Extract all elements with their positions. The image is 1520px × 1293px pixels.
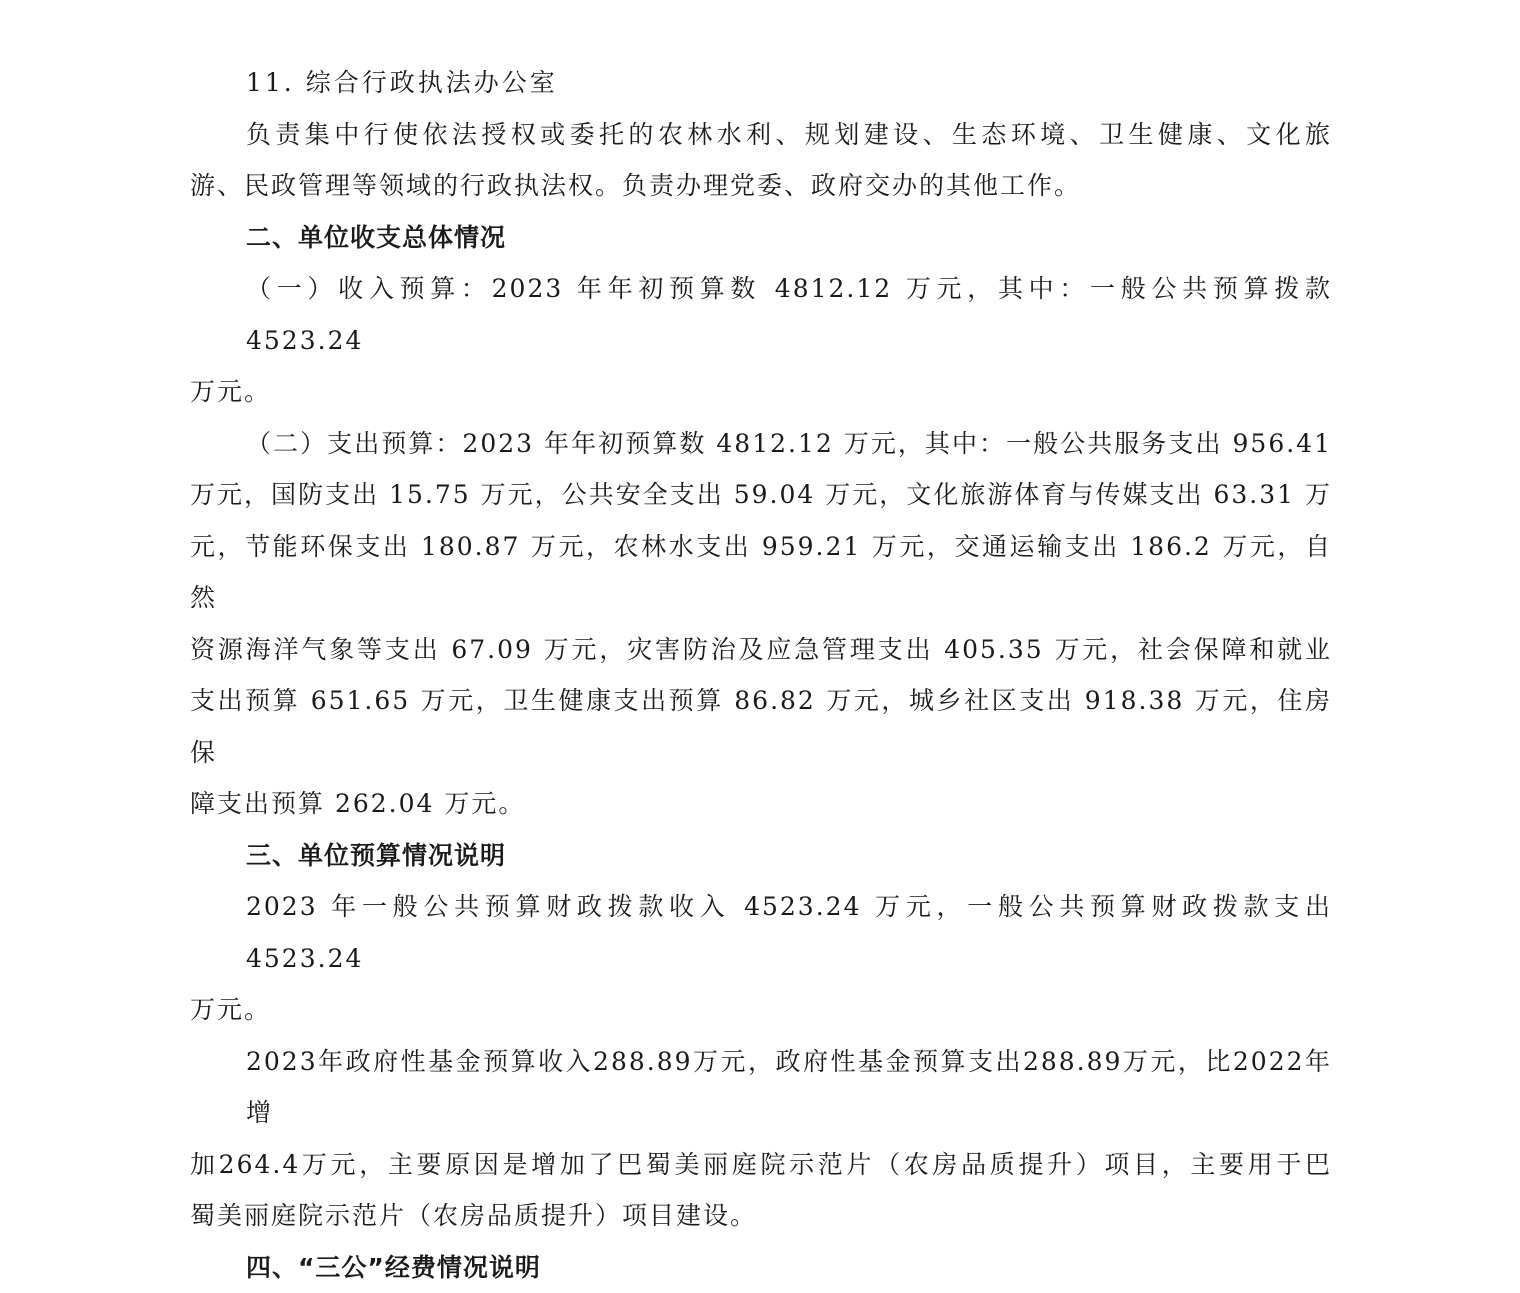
paragraph-line: （一）收入预算：2023 年年初预算数 4812.12 万元，其中：一般公共预算拨款 4523.24	[190, 263, 1332, 366]
section-heading-2: 二、单位收支总体情况	[190, 212, 1332, 264]
paragraph-line: 2023 年一般公共预算财政拨款收入 4523.24 万元，一般公共预算财政拨款支出 4523.24	[190, 881, 1332, 984]
paragraph-line: 游、民政管理等领域的行政执法权。负责办理党委、政府交办的其他工作。	[190, 160, 1332, 212]
paragraph-line: 2023年政府性基金预算收入288.89万元，政府性基金预算支出288.89万元，比2022年增	[190, 1036, 1332, 1139]
paragraph-line: 加264.4万元，主要原因是增加了巴蜀美丽庭院示范片（农房品质提升）项目，主要用于巴	[190, 1139, 1332, 1191]
paragraph-line: 障支出预算 262.04 万元。	[190, 778, 1332, 830]
paragraph-line: 蜀美丽庭院示范片（农房品质提升）项目建设。	[190, 1190, 1332, 1242]
section-heading-4: 四、“三公”经费情况说明	[190, 1242, 1332, 1293]
section-heading-3: 三、单位预算情况说明	[190, 830, 1332, 882]
paragraph-line: 资源海洋气象等支出 67.09 万元，灾害防治及应急管理支出 405.35 万元，社会保障和就业	[190, 624, 1332, 676]
paragraph-line: 支出预算 651.65 万元，卫生健康支出预算 86.82 万元，城乡社区支出 918.38 万元，住房保	[190, 675, 1332, 778]
paragraph-line: 元，节能环保支出 180.87 万元，农林水支出 959.21 万元，交通运输支出 186.2 万元，自然	[190, 521, 1332, 624]
paragraph-line: 负责集中行使依法授权或委托的农林水利、规划建设、生态环境、卫生健康、文化旅	[190, 109, 1332, 161]
document-body	[190, 57, 1332, 1293]
paragraph-line: 万元，国防支出 15.75 万元，公共安全支出 59.04 万元，文化旅游体育与传媒支出 63.31 万	[190, 469, 1332, 521]
paragraph-line: 万元。	[190, 366, 1332, 418]
paragraph-line: （二）支出预算：2023 年年初预算数 4812.12 万元，其中：一般公共服务支出 956.41	[190, 418, 1332, 470]
section-heading-11: 11. 综合行政执法办公室	[190, 57, 1332, 109]
paragraph-line: 万元。	[190, 984, 1332, 1036]
